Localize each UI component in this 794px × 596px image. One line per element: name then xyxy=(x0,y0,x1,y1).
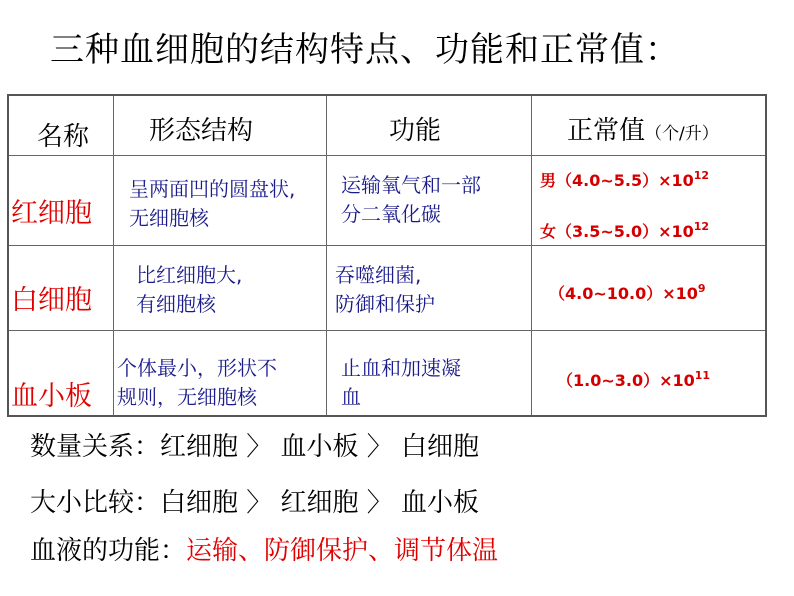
header-normal-value xyxy=(567,110,719,147)
structure-line: 呈两面凹的圆盘状, xyxy=(129,177,296,201)
header-name: 名称 xyxy=(37,122,90,152)
function-line: 防御和保护 xyxy=(335,292,435,316)
red-cell-value-female xyxy=(540,219,709,242)
white-cell-function xyxy=(335,261,435,319)
column-divider xyxy=(326,96,327,415)
structure-line: 有细胞核 xyxy=(136,292,216,316)
row-name-platelet: 血小板 xyxy=(11,381,92,412)
header-unit: （个/升） xyxy=(645,124,719,144)
blood-cell-table xyxy=(7,94,767,417)
value-exponent: 11 xyxy=(694,369,711,382)
value-exponent: 9 xyxy=(697,282,706,295)
red-cell-structure xyxy=(129,175,295,233)
header-structure: 形态结构 xyxy=(149,116,254,146)
blood-function-value: 运输、防御保护、调节体温 xyxy=(186,536,499,566)
value-exponent: 12 xyxy=(693,169,710,182)
value-text: 女（3.5~5.0）×10 xyxy=(540,222,694,241)
structure-line: 比红细胞大, xyxy=(136,263,243,287)
size-comparison: 大小比较：白细胞 〉 红细胞 〉 血小板 xyxy=(30,488,480,518)
red-cell-value-male xyxy=(540,168,709,191)
row-name-white-cell: 白细胞 xyxy=(11,285,92,316)
function-line: 止血和加速凝 xyxy=(341,356,461,380)
row-divider xyxy=(9,245,765,246)
platelet-structure xyxy=(117,354,277,412)
column-divider xyxy=(531,96,532,415)
blood-function xyxy=(30,530,498,567)
page-title: 三种血细胞的结构特点、功能和正常值： xyxy=(50,30,680,70)
value-exponent: 12 xyxy=(693,220,710,233)
function-line: 分二氧化碳 xyxy=(341,202,441,226)
header-function: 功能 xyxy=(389,116,442,146)
platelet-value xyxy=(557,368,710,391)
row-divider xyxy=(9,155,765,156)
structure-line: 无细胞核 xyxy=(129,206,209,230)
quantity-relation: 数量关系：红细胞 〉 血小板 〉 白细胞 xyxy=(30,432,480,462)
row-divider xyxy=(9,330,765,331)
value-text: （4.0~10.0）×10 xyxy=(549,284,698,303)
function-line: 运输氧气和一部 xyxy=(341,173,481,197)
value-text: 男（4.0~5.5）×10 xyxy=(540,171,694,190)
structure-line: 规则，无细胞核 xyxy=(117,385,257,409)
white-cell-value xyxy=(549,281,706,304)
platelet-function xyxy=(341,354,461,412)
header-normal-label: 正常值 xyxy=(567,116,646,146)
white-cell-structure xyxy=(136,261,242,319)
red-cell-function xyxy=(341,171,481,229)
row-name-red-cell: 红细胞 xyxy=(11,198,92,229)
blood-function-label: 血液的功能： xyxy=(30,536,187,566)
structure-line: 个体最小，形状不 xyxy=(117,356,277,380)
value-text: （1.0~3.0）×10 xyxy=(557,371,695,390)
function-line: 血 xyxy=(341,385,361,409)
function-line: 吞噬细菌, xyxy=(335,263,422,287)
column-divider xyxy=(113,96,114,415)
